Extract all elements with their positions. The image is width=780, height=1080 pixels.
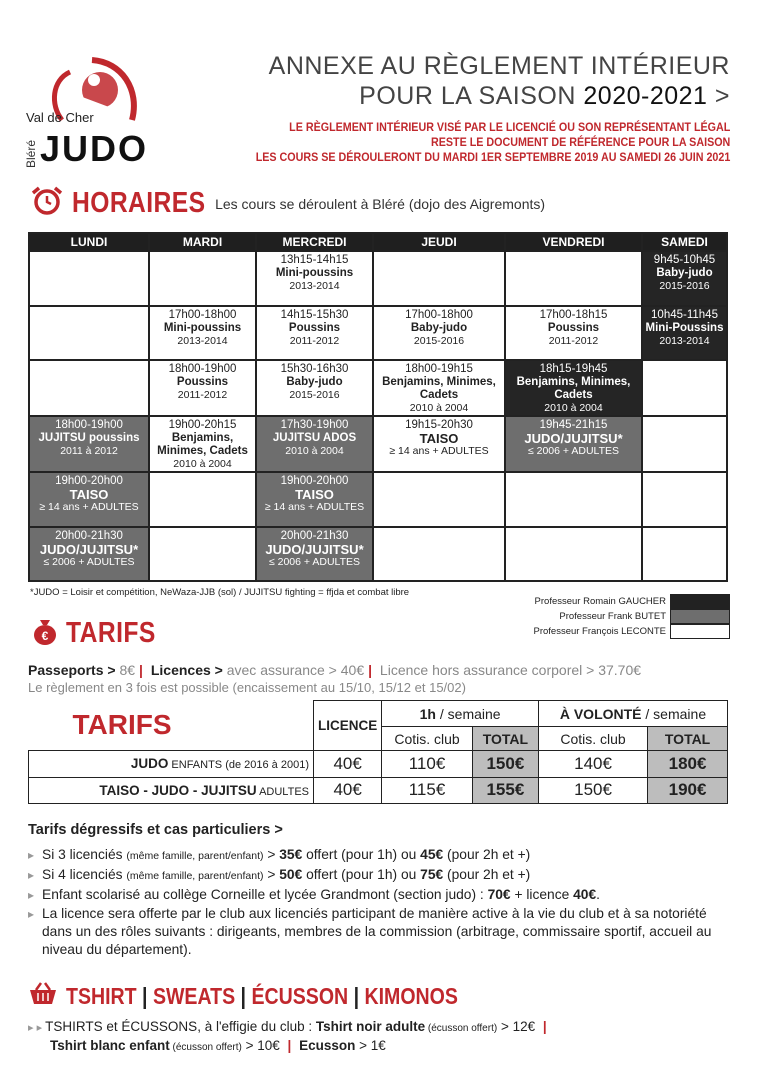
cell-years: 2011-2012: [289, 334, 340, 347]
schedule-cell: [257, 528, 372, 581]
cell-time: 17h00-18h00: [405, 308, 473, 321]
schedule-cell: [643, 528, 726, 581]
schedule-cell: [643, 417, 726, 471]
schedule-cell: [506, 417, 641, 471]
prof-legend-3: Professeur François LECONTE: [533, 624, 730, 639]
intro-text: LE RÈGLEMENT INTÉRIEUR VISÉ PAR LE LICENCIÉ OU SON REPRÉSENTANT LÉGAL RESTE LE DOCUMENT DE RÉFÉRENCE POUR LA SAISON LES COURS SE DÉROULERONT DU MARDI 1ER SEPTEMBRE 2019 AU SAMEDI 26 JUIN 2021: [255, 120, 730, 164]
cell-years: 2015-2016: [413, 334, 465, 347]
day-header: MERCREDI: [257, 234, 372, 250]
schedule-cell: [257, 307, 372, 360]
passeports-line: Passeports > 8€ | Licences > avec assurance > 40€ | Licence hors assurance corporel > 37.70€: [28, 662, 642, 678]
schedule-cell: [30, 252, 148, 305]
list-item: ▸ Si 4 licenciés (même famille, parent/enfant) > 50€ offert (pour 1h) ou 75€ (pour 2h et +): [28, 866, 738, 885]
cell-name: Mini-poussins: [163, 321, 242, 334]
h1-header: 1h / semaine: [382, 701, 539, 727]
cell-time: 17h00-18h15: [539, 308, 608, 321]
horaires-subtitle: Les cours se déroulent à Bléré (dojo des Aigremonts): [215, 195, 546, 212]
cell-years: ≥ 14 ans + ADULTES: [264, 501, 365, 513]
cell-name: Poussins: [288, 321, 341, 334]
cell-time: 19h00-20h15: [168, 419, 237, 431]
cell-name: Baby-judo: [286, 376, 343, 388]
day-header: JEUDI: [374, 234, 504, 250]
cell-name: Baby-judo: [656, 267, 713, 279]
schedule-cell: [374, 473, 504, 526]
cell-name: Poussins: [176, 376, 229, 388]
cell-time: 13h15-14h15: [280, 254, 349, 266]
schedule-cell: [150, 417, 255, 471]
cell-name: JUDO/JUJITSU*: [524, 431, 623, 446]
cell-name: Baby-judo: [410, 321, 468, 334]
schedule-cell: [374, 252, 504, 305]
cell-years: 2011-2012: [177, 389, 228, 401]
schedule-cell: [506, 252, 641, 305]
h1-total-header: TOTAL: [472, 727, 538, 751]
cell-time: 18h00-19h15: [405, 363, 473, 375]
cell-name: Benjamins, Minimes, Cadets: [157, 432, 248, 457]
schedule-cell: [30, 473, 148, 526]
schedule-cell: [150, 473, 255, 526]
cell-name: TAISO: [69, 487, 109, 502]
boutique-heading: [28, 982, 527, 1011]
schedule-cell: [506, 361, 641, 415]
schedule-cell: [257, 361, 372, 415]
schedule-cell: [257, 417, 372, 471]
day-header: VENDREDI: [506, 234, 641, 250]
season: 2020-2021: [583, 82, 708, 110]
tarifs-title: TARIFS: [66, 617, 156, 649]
cell-time: 14h15-15h30: [280, 308, 349, 321]
boutique-list: ▸ ▸ TSHIRTS et ÉCUSSONS, à l'effigie du club : Tshirt noir adulte (écusson offert) > 12€ | Tshirt blanc enfant (écusson offert) > 10€ | Ecusson > 1€: [28, 1019, 547, 1053]
schedule-cell: [506, 528, 641, 581]
prof-legend-2: Professeur Frank BUTET: [559, 609, 730, 624]
cell-time: 9h45-10h45: [653, 254, 716, 266]
cell-years: 2011-2012: [548, 334, 599, 347]
cell-years: 2015-2016: [659, 280, 710, 292]
schedule-cell: [30, 528, 148, 581]
schedule-cell: [506, 307, 641, 360]
boutique-title: TSHIRT | SWEATS | ÉCUSSON | KIMONOS: [66, 983, 458, 1009]
cell-years: 2013-2014: [289, 280, 340, 292]
cell-time: 19h00-20h00: [55, 475, 123, 487]
svg-text:€: €: [41, 629, 49, 643]
volonte-header: À VOLONTÉ / semaine: [538, 701, 727, 727]
cell-years: ≥ 14 ans + ADULTES: [389, 445, 489, 457]
schedule-cell: [643, 361, 726, 415]
schedule-cell: [374, 307, 504, 360]
schedule-cell: [150, 528, 255, 581]
cell-name: TAISO: [419, 431, 459, 446]
logo-judo: JUDO: [40, 128, 149, 169]
prof-legend-1: Professeur Romain GAUCHER: [535, 594, 730, 609]
cell-name: TAISO: [295, 487, 334, 502]
cell-time: 18h00-19h00: [55, 419, 123, 431]
table-row: TAISO - JUDO - JUJITSU ADULTES 40€ 115€ 155€ 150€ 190€: [29, 777, 728, 804]
cell-years: ≤ 2006 + ADULTES: [43, 555, 135, 568]
schedule-cell: [374, 361, 504, 415]
horaires-heading: [30, 186, 545, 221]
licence-header: LICENCE: [314, 701, 382, 751]
cell-time: 15h30-16h30: [280, 363, 349, 375]
day-header: LUNDI: [30, 234, 148, 250]
cell-years: 2010 à 2004: [544, 402, 603, 414]
cell-years: 2010 à 2004: [285, 445, 344, 457]
cell-name: JUDO/JUJITSU*: [265, 541, 364, 557]
schedule-cell: [150, 307, 255, 360]
schedule-cell: [643, 307, 726, 360]
cell-name: Poussins: [547, 321, 600, 334]
reglement-line: Le règlement en 3 fois est possible (encaissement au 15/10, 15/12 et 15/02): [28, 680, 466, 695]
cell-time: 18h00-19h00: [168, 363, 237, 375]
page-title-line1: ANNEXE AU RÈGLEMENT INTÉRIEUR: [268, 52, 730, 80]
club-logo: [22, 50, 147, 175]
horaires-title: HORAIRES: [72, 187, 206, 219]
cell-years: 2010 à 2004: [173, 458, 232, 470]
shopping-basket-icon: [28, 982, 58, 1011]
degressifs-list: [28, 846, 738, 960]
cell-time: 19h45-21h15: [539, 419, 608, 431]
cell-time: 10h45-11h45: [651, 308, 718, 321]
schedule-footnote: *JUDO = Loisir et compétition, NeWaza-JJB (sol) / JUJITSU fighting = ffjda et combat libre: [30, 587, 410, 598]
cell-years: 2015-2016: [289, 389, 340, 401]
cell-time: 17h30-19h00: [280, 419, 349, 431]
logo-city: Bléré: [24, 139, 38, 168]
degressifs-title: Tarifs dégressifs et cas particuliers >: [28, 822, 283, 838]
cell-name: Benjamins, Minimes, Cadets: [382, 376, 496, 401]
schedule-cell: [643, 252, 726, 305]
cell-time: 19h15-20h30: [405, 419, 473, 431]
day-header: MARDI: [150, 234, 255, 250]
schedule-cell: [150, 252, 255, 305]
cell-years: 2011 à 2012: [60, 445, 118, 457]
list-item: ▸ Enfant scolarisé au collège Corneille et lycée Grandmont (section judo) : 70€ + licence 40€.: [28, 886, 738, 904]
vol-total-header: TOTAL: [648, 727, 728, 751]
schedule-cell: [30, 307, 148, 360]
schedule-cell: [257, 252, 372, 305]
cell-time: 20h00-21h30: [55, 529, 123, 542]
cell-years: ≤ 2006 + ADULTES: [268, 555, 361, 568]
schedule-cell: [374, 528, 504, 581]
list-item: ▸ Si 3 licenciés (même famille, parent/enfant) > 35€ offert (pour 1h) ou 45€ (pour 2h et +): [28, 846, 738, 865]
schedule-cell: [150, 361, 255, 415]
cell-name: Mini-Poussins: [645, 321, 724, 334]
money-bag-icon: [32, 616, 58, 651]
cell-time: 20h00-21h30: [280, 529, 349, 542]
cell-years: ≥ 14 ans + ADULTES: [39, 501, 139, 513]
table-row: JUDO ENFANTS (de 2016 à 2001) 40€ 110€ 150€ 140€ 180€: [29, 751, 728, 778]
cell-years: 2013-2014: [177, 334, 228, 347]
schedule-grid: [28, 232, 728, 582]
h1-cotis-header: Cotis. club: [382, 727, 473, 751]
tarifs-heading: [32, 616, 172, 651]
cell-time: 17h00-18h00: [168, 308, 237, 321]
schedule-cell: [30, 361, 148, 415]
schedule-cell: [374, 417, 504, 471]
cell-years: 2010 à 2004: [409, 402, 469, 414]
schedule-cell: [643, 473, 726, 526]
page-title-line2: POUR LA SAISON 2020-2021 >: [359, 82, 730, 110]
vol-cotis-header: Cotis. club: [538, 727, 647, 751]
cell-time: 19h00-20h00: [280, 475, 349, 487]
alarm-clock-icon: [30, 186, 64, 221]
list-item: ▸ La licence sera offerte par le club aux licenciés participant de manière active à la vie du club et à sa notoriété dans un des rôles suivants : dirigeants, membres de la commission (arbitrage, commissaire sportif, accueil au niveau du département).: [28, 905, 738, 959]
cell-years: 2013-2014: [659, 334, 710, 347]
table-title: TARIFS: [72, 709, 172, 741]
schedule-cell: [257, 473, 372, 526]
cell-time: 18h15-19h45: [539, 363, 608, 375]
day-header: SAMEDI: [643, 234, 726, 250]
schedule-cell: [30, 417, 148, 471]
schedule-cell: [506, 473, 641, 526]
cell-years: ≤ 2006 + ADULTES: [527, 445, 620, 457]
cell-name: Mini-poussins: [275, 267, 354, 279]
tarifs-table: [28, 700, 728, 804]
cell-name: JUDO/JUJITSU*: [39, 541, 139, 557]
cell-name: JUJITSU ADOS: [272, 432, 357, 444]
cell-name: JUJITSU poussins: [38, 432, 140, 444]
cell-name: Benjamins, Minimes, Cadets: [516, 376, 631, 401]
logo-region: Val de Cher: [26, 110, 94, 125]
